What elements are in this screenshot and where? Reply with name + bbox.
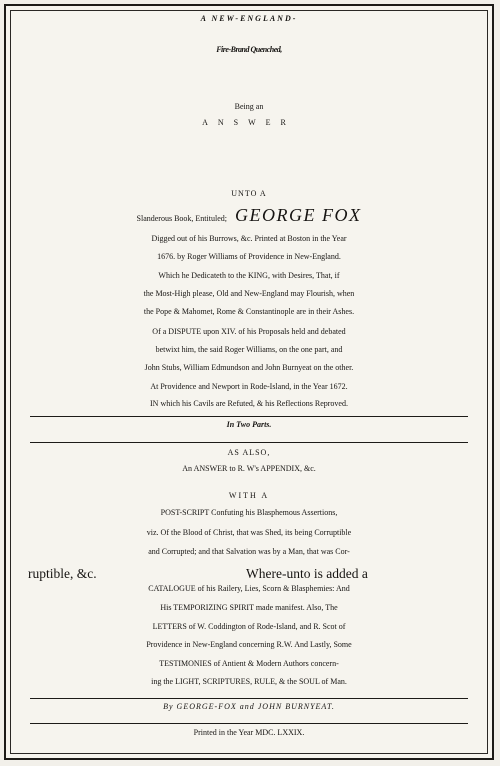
body2-line-10: ing the LIGHT, SCRIPTURES, RULE, & the SOUL of Man. [151, 677, 347, 686]
title-answer: ANSWER [202, 118, 296, 127]
divider-4 [30, 723, 468, 724]
body2-line-7: LETTERS of W. Coddington of Rode-Island, and R. Scot of [152, 622, 346, 631]
body1-line-1 [6, 207, 492, 227]
as-also: AS ALSO, [227, 448, 271, 457]
two-parts: In Two Parts. [226, 420, 272, 429]
body2-line-5: CATALOGUE of his Railery, Lies, Scorn & Blasphemies: And [148, 584, 350, 593]
body2-line-9: TESTIMONIES of Antient & Modern Authors concern- [159, 659, 339, 668]
imprint: Printed in the Year MDC. LXXIX. [193, 728, 305, 737]
body1-line-1b: GEORGE FOX [234, 205, 362, 225]
authors: By GEORGE-FOX and JOHN BURNYEAT. [163, 702, 335, 711]
body1-line-1a: Slanderous Book, Entituled; [136, 214, 227, 223]
body2-line-3: and Corrupted; and that Salvation was by a Man, that was Cor- [148, 547, 350, 556]
title-page [4, 4, 494, 760]
body2-line-2: viz. Of the Blood of Christ, that was Shed, its being Corruptible [146, 528, 352, 537]
with-a: WITH A [228, 491, 270, 500]
divider-1 [30, 416, 468, 417]
body1-line-7: Of a DISPUTE upon XIV. of his Proposals held and debated [152, 327, 346, 336]
title-unto: UNTO A [231, 189, 267, 198]
answer-appendix: An ANSWER to R. W's APPENDIX, &c. [182, 464, 316, 473]
body1-line-8: betwixt him, the said Roger Williams, on the one part, and [155, 345, 343, 354]
body1-line-9: John Stubs, William Edmundson and John Burnyeat on the other. [144, 363, 354, 372]
body2-line-1: POST-SCRIPT Confuting his Blasphemous Assertions, [160, 508, 338, 517]
body1-line-5: the Most-High please, Old and New-England may Flourish, when [143, 289, 355, 298]
body1-line-2: Digged out of his Burrows, &c. Printed at Boston in the Year [151, 234, 347, 243]
title-line-3: Being an [234, 102, 264, 111]
body2-line-6: His TEMPORIZING SPIRIT made manifest. Also, The [160, 603, 338, 612]
divider-2 [30, 442, 468, 443]
body1-line-3: 1676. by Roger Williams of Providence in New-England. [157, 252, 341, 261]
body2-line-4a: ruptible, &c. [28, 566, 97, 581]
body1-line-11: IN which his Cavils are Refuted, & his Reflections Reproved. [150, 399, 348, 408]
body1-line-6: the Pope & Mahomet, Rome & Constantinople are in their Ashes. [143, 307, 355, 316]
body2-line-4b: Where-unto is added a [246, 566, 368, 581]
title-line-2: Fire-Brand Quenched, [216, 45, 282, 54]
divider-3 [30, 698, 468, 699]
body1-line-4: Which he Dedicateth to the KING, with Desires, That, if [158, 271, 340, 280]
body2-line-8: Providence in New-England concerning R.W. And Lastly, Some [146, 640, 352, 649]
title-line-1: A NEW-ENGLAND- [200, 14, 298, 23]
body1-line-10: At Providence and Newport in Rode-Island, in the Year 1672. [150, 382, 348, 391]
